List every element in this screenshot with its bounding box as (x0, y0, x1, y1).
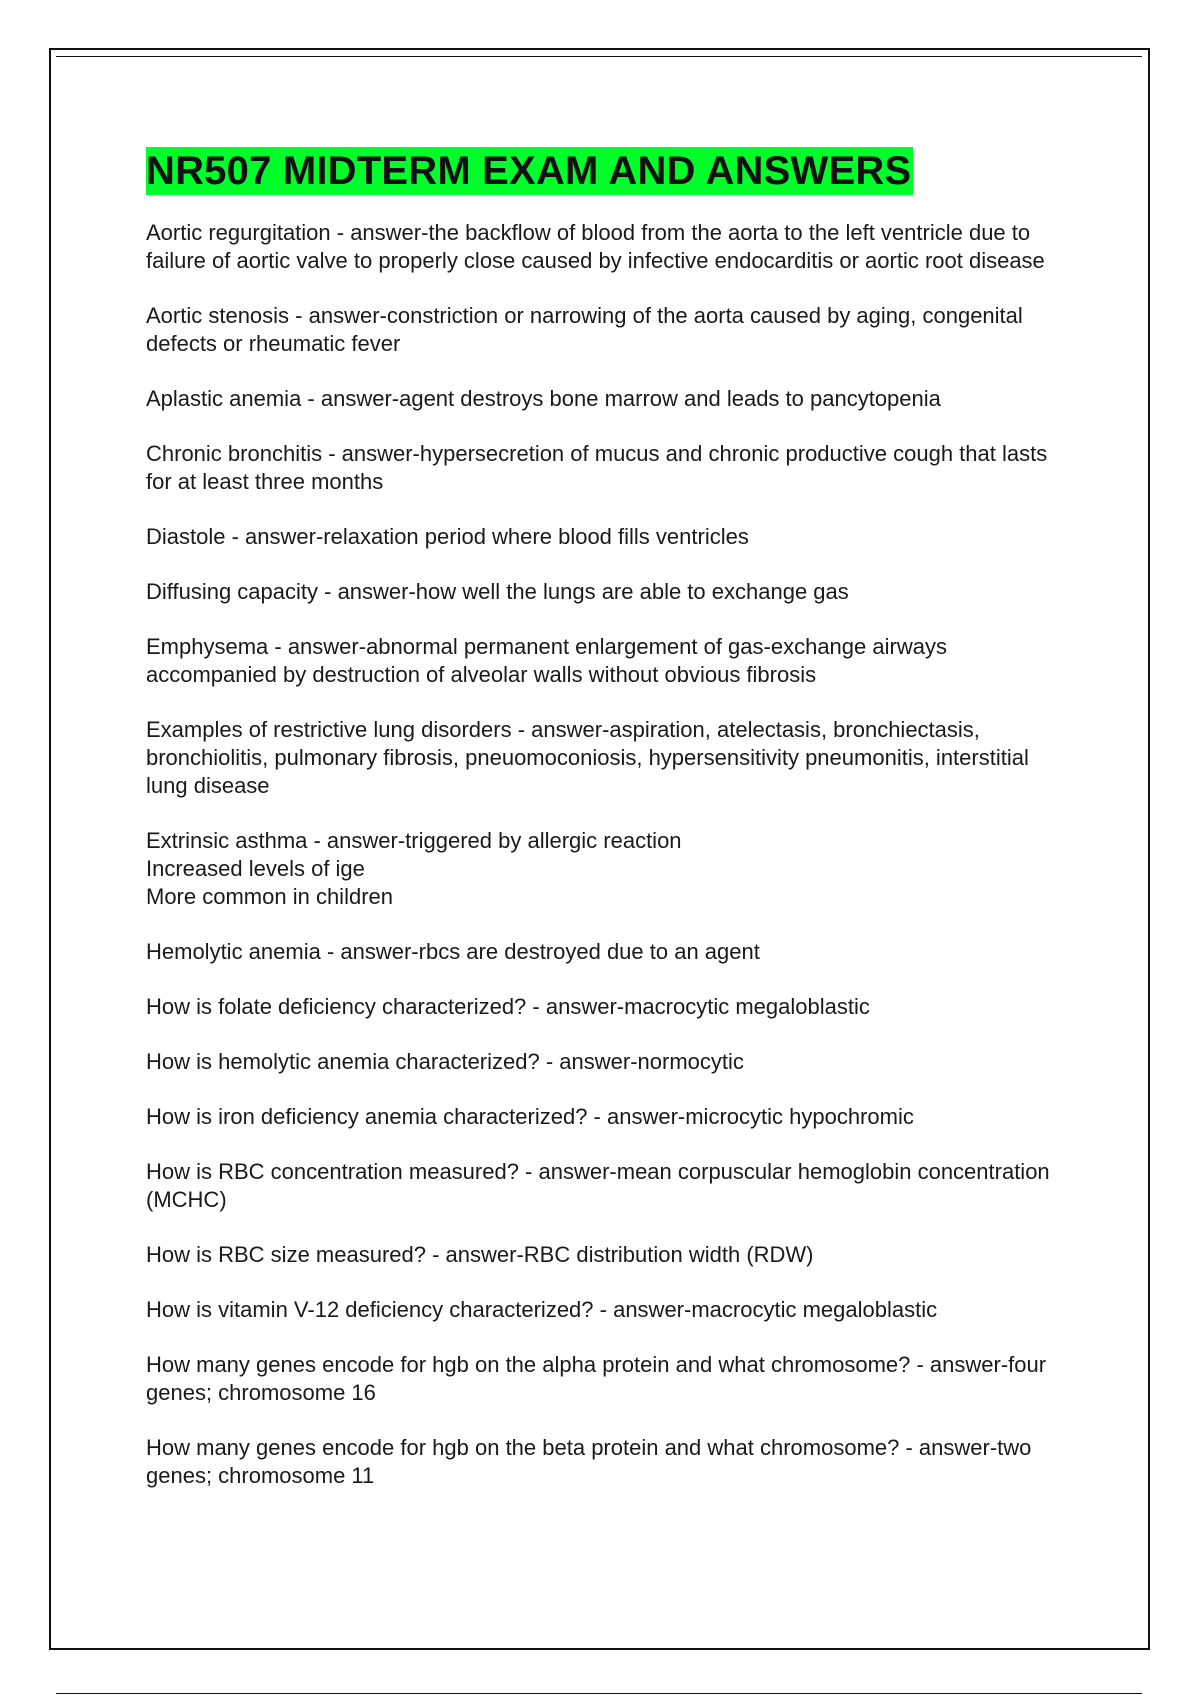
qa-item: Examples of restrictive lung disorders - answer-aspiration, atelectasis, bronchiectasis, bronchiolitis, pulmonary fibrosis, pneuomoconiosis, hypersensitivity pneumonitis, interstitial lung disease (146, 717, 1029, 798)
qa-item: Extrinsic asthma - answer-triggered by allergic reaction Increased levels of ige More common in children (146, 828, 682, 909)
qa-item: How is RBC concentration measured? - answer-mean corpuscular hemoglobin concentration (MCHC) (146, 1159, 1050, 1212)
qa-item: Diffusing capacity - answer-how well the lungs are able to exchange gas (146, 579, 849, 604)
qa-item: Aortic stenosis - answer-constriction or narrowing of the aorta caused by aging, congenital defects or rheumatic fever (146, 303, 1023, 356)
qa-item: How is iron deficiency anemia characterized? - answer-microcytic hypochromic (146, 1104, 914, 1129)
bottom-rule (56, 1693, 1142, 1694)
document-title: NR507 MIDTERM EXAM AND ANSWERS (146, 149, 912, 193)
qa-item: Chronic bronchitis - answer-hypersecretion of mucus and chronic productive cough that lasts for at least three months (146, 441, 1048, 494)
qa-item: How is RBC size measured? - answer-RBC distribution width (RDW) (146, 1242, 814, 1267)
qa-item: How is hemolytic anemia characterized? - answer-normocytic (146, 1049, 744, 1074)
document-body (146, 147, 1066, 1517)
qa-item: Aplastic anemia - answer-agent destroys bone marrow and leads to pancytopenia (146, 386, 941, 411)
qa-item: How is folate deficiency characterized? - answer-macrocytic megaloblastic (146, 994, 870, 1019)
qa-list (146, 219, 1066, 1490)
qa-item: How many genes encode for hgb on the alpha protein and what chromosome? - answer-four genes; chromosome 16 (146, 1352, 1047, 1405)
qa-item: Hemolytic anemia - answer-rbcs are destroyed due to an agent (146, 939, 760, 964)
qa-item: Aortic regurgitation - answer-the backflow of blood from the aorta to the left ventricle due to failure of aortic valve to properly close caused by infective endocarditis or aortic root disease (146, 220, 1045, 273)
qa-item: Diastole - answer-relaxation period where blood fills ventricles (146, 524, 749, 549)
top-rule (56, 56, 1142, 57)
qa-item: How many genes encode for hgb on the beta protein and what chromosome? - answer-two genes; chromosome 11 (146, 1435, 1032, 1488)
qa-item: Emphysema - answer-abnormal permanent enlargement of gas-exchange airways accompanied by destruction of alveolar walls without obvious fibrosis (146, 634, 947, 687)
qa-item: How is vitamin V-12 deficiency characterized? - answer-macrocytic megaloblastic (146, 1297, 938, 1322)
